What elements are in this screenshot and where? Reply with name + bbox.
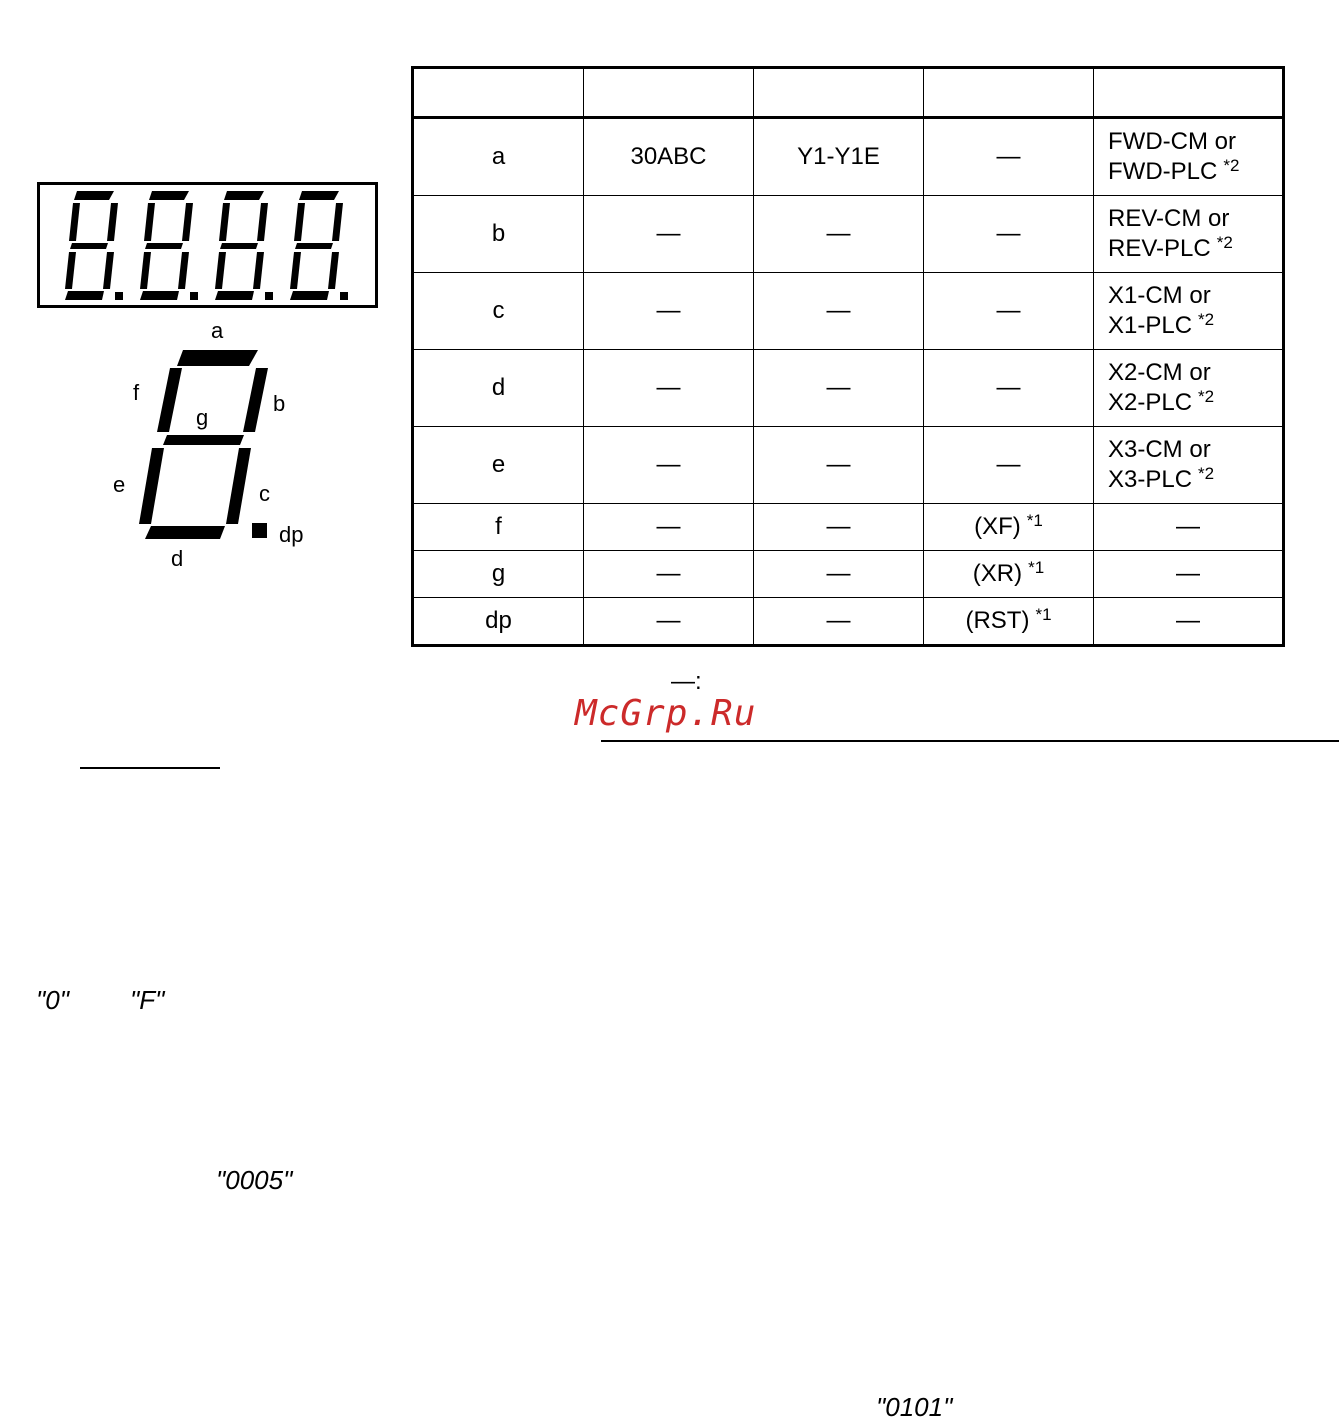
table-row <box>413 427 1284 504</box>
label-b: b <box>273 391 286 416</box>
cell-line: X1-PLC <box>1108 312 1193 339</box>
cell: — <box>754 598 924 646</box>
display-value: F <box>139 985 156 1015</box>
header-cell <box>584 68 754 118</box>
footnote-ref: *2 <box>1223 156 1240 175</box>
display-value: 0005 <box>225 1165 284 1195</box>
segment-d <box>145 526 225 539</box>
footnote-ref: *1 <box>1026 511 1043 530</box>
footnote-ref: *2 <box>1198 464 1215 483</box>
cell-text: (RST) <box>965 607 1030 634</box>
cell <box>924 551 1094 598</box>
cell: — <box>924 273 1094 350</box>
cell: — <box>754 350 924 427</box>
cell <box>1094 196 1284 273</box>
footnote-ref: *2 <box>1198 310 1215 329</box>
cell <box>1094 273 1284 350</box>
cell: — <box>754 427 924 504</box>
segment-a <box>177 350 258 366</box>
footnote-ref: *1 <box>1028 558 1045 577</box>
cell-segment: e <box>413 427 584 504</box>
table-row <box>413 598 1284 646</box>
led-digit-1 <box>65 191 123 300</box>
cell-line: X2-CM or <box>1108 359 1211 386</box>
segment-g <box>163 435 244 445</box>
segment-assignment-table <box>411 66 1285 647</box>
cell-line: X3-PLC <box>1108 466 1193 493</box>
dash-legend-note: —: <box>671 668 702 695</box>
cell <box>924 504 1094 551</box>
cell: — <box>584 598 754 646</box>
segment-e <box>139 448 164 524</box>
cell: — <box>754 504 924 551</box>
cell-line: X1-CM or <box>1108 282 1211 309</box>
cell: — <box>584 551 754 598</box>
label-g: g <box>196 405 209 430</box>
header-cell <box>413 68 584 118</box>
divider-rule <box>601 740 1339 742</box>
cell: — <box>584 504 754 551</box>
table-header-row <box>413 68 1284 118</box>
table-row <box>413 273 1284 350</box>
cell: — <box>754 196 924 273</box>
led-display-panel <box>37 182 378 308</box>
cell-line: REV-CM or <box>1108 205 1230 232</box>
section-underline <box>80 767 220 769</box>
label-c: c <box>259 481 270 506</box>
cell: — <box>754 273 924 350</box>
quoted-display-f: "F" <box>130 985 165 1015</box>
segment-b <box>243 368 268 432</box>
led-digit-2 <box>140 191 198 300</box>
segment-f <box>157 368 182 432</box>
cell-segment: g <box>413 551 584 598</box>
cell-segment: a <box>413 118 584 196</box>
cell: — <box>1094 598 1284 646</box>
label-f: f <box>133 380 140 405</box>
cell: — <box>584 350 754 427</box>
table-row <box>413 504 1284 551</box>
led-digit-4 <box>290 191 348 300</box>
header-cell <box>754 68 924 118</box>
cell-text: (XF) <box>974 513 1021 540</box>
cell <box>924 598 1094 646</box>
cell: — <box>924 196 1094 273</box>
cell: — <box>924 118 1094 196</box>
cell-segment: d <box>413 350 584 427</box>
cell-line: FWD-CM or <box>1108 128 1236 155</box>
quoted-display-0101: "0101" <box>876 1392 953 1422</box>
footnote-ref: *2 <box>1198 387 1215 406</box>
cell <box>1094 350 1284 427</box>
table-row <box>413 350 1284 427</box>
cell: — <box>1094 504 1284 551</box>
cell: 30ABC <box>584 118 754 196</box>
cell-segment: dp <box>413 598 584 646</box>
cell-line: X3-CM or <box>1108 436 1211 463</box>
footnote-ref: *2 <box>1216 233 1233 252</box>
cell-line: FWD-PLC <box>1108 158 1218 185</box>
table-row <box>413 118 1284 196</box>
label-e: e <box>113 472 126 497</box>
cell-text: (XR) <box>972 560 1023 587</box>
quoted-display-0: "0" <box>36 985 69 1015</box>
header-cell <box>924 68 1094 118</box>
cell: Y1-Y1E <box>754 118 924 196</box>
table-row <box>413 551 1284 598</box>
cell-segment: b <box>413 196 584 273</box>
label-a: a <box>211 318 224 343</box>
table-row <box>413 196 1284 273</box>
cell: — <box>1094 551 1284 598</box>
cell <box>1094 427 1284 504</box>
led-digit-3 <box>215 191 273 300</box>
segment-c <box>226 448 251 524</box>
label-dp: dp <box>279 522 304 547</box>
cell: — <box>924 350 1094 427</box>
cell-segment: c <box>413 273 584 350</box>
header-cell <box>1094 68 1284 118</box>
cell: — <box>924 427 1094 504</box>
display-value: 0 <box>45 985 60 1015</box>
segment-dp <box>252 523 267 538</box>
display-value: 0101 <box>885 1392 944 1422</box>
cell-segment: f <box>413 504 584 551</box>
cell <box>1094 118 1284 196</box>
watermark-logo: McGrp.Ru <box>575 693 757 734</box>
label-d: d <box>171 546 184 571</box>
cell-line: REV-PLC <box>1108 235 1211 262</box>
footnote-ref: *1 <box>1035 605 1052 624</box>
cell: — <box>754 551 924 598</box>
cell: — <box>584 273 754 350</box>
cell: — <box>584 427 754 504</box>
led-digits <box>40 185 375 305</box>
quoted-display-0005: "0005" <box>216 1165 293 1195</box>
cell-line: X2-PLC <box>1108 389 1193 416</box>
cell: — <box>584 196 754 273</box>
